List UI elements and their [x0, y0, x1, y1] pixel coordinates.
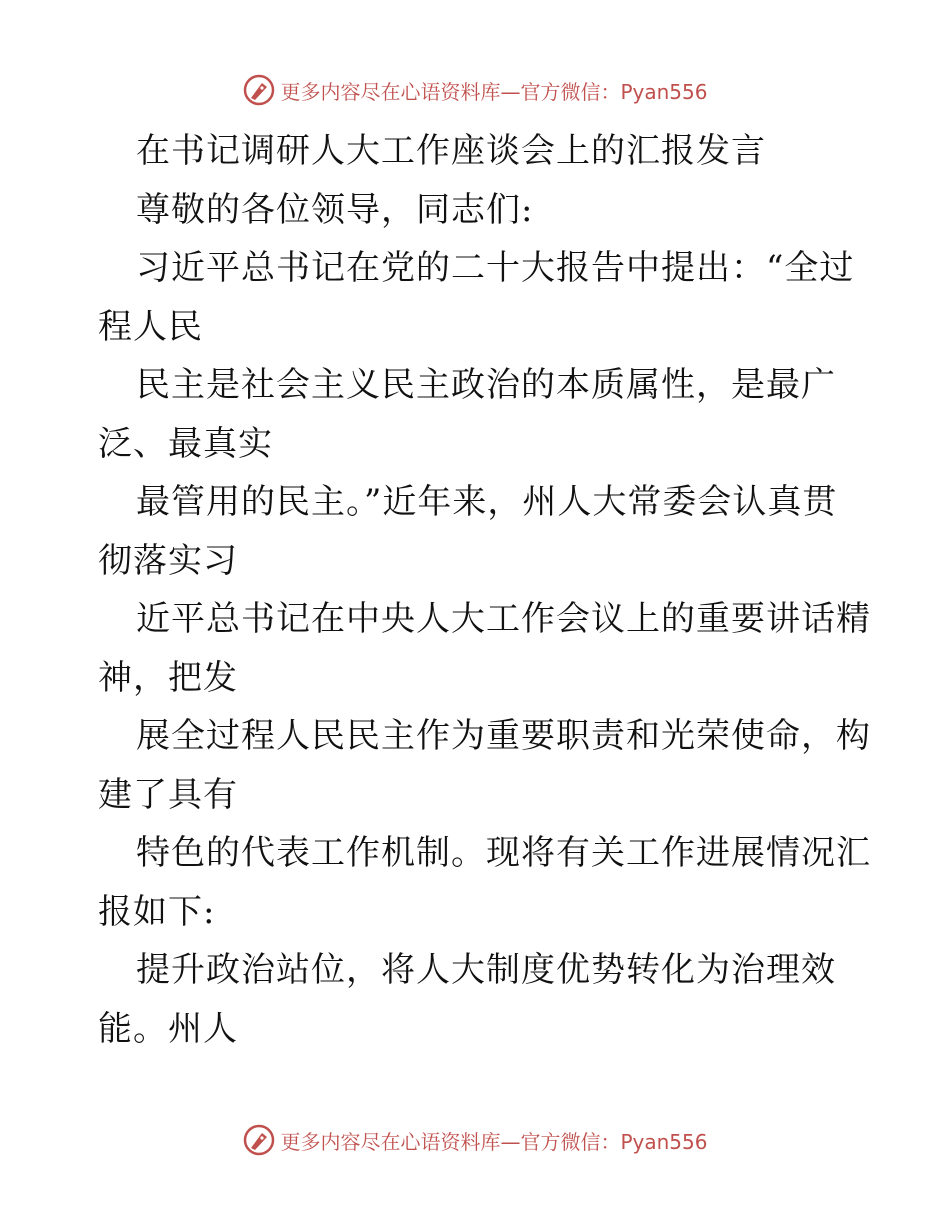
text-line: 彻落实习: [98, 540, 238, 581]
text-line: 展全过程人民民主作为重要职责和光荣使命，构: [136, 716, 871, 756]
text-line: 提升政治站位，将人大制度优势转化为治理效: [136, 950, 836, 990]
document-body: [98, 122, 871, 1058]
text-line: 神，把发: [98, 657, 238, 698]
text-line: 最管用的民主。”近年来，州人大常委会认真贯: [136, 482, 838, 522]
text-line: 报如下:: [98, 891, 216, 932]
text-line: 在书记调研人大工作座谈会上的汇报发言: [136, 131, 766, 171]
text-line: 尊敬的各位领导，同志们:: [136, 189, 534, 230]
text-line: 习近平总书记在党的二十大报告中提出：“全过: [136, 248, 855, 288]
text-line: 近平总书记在中央人大工作会议上的重要讲话精: [136, 599, 871, 639]
header-watermark-banner: [0, 70, 950, 110]
pen-nib-circle-icon: [242, 73, 276, 107]
text-line: 建了具有: [98, 774, 238, 815]
footer-watermark-banner: [0, 1120, 950, 1160]
text-line: 能。州人: [98, 1008, 238, 1049]
text-line: 泛、最真实: [98, 423, 273, 464]
text-line: 民主是社会主义民主政治的本质属性，是最广: [136, 365, 836, 405]
text-line: 特色的代表工作机制。现将有关工作进展情况汇: [136, 833, 871, 873]
text-line: 程人民: [98, 306, 203, 347]
watermark-text: 更多内容尽在心语资料库—官方微信：Pyan556: [280, 1129, 708, 1154]
pen-nib-circle-icon: [242, 1123, 276, 1157]
watermark-text: 更多内容尽在心语资料库—官方微信：Pyan556: [280, 79, 708, 104]
